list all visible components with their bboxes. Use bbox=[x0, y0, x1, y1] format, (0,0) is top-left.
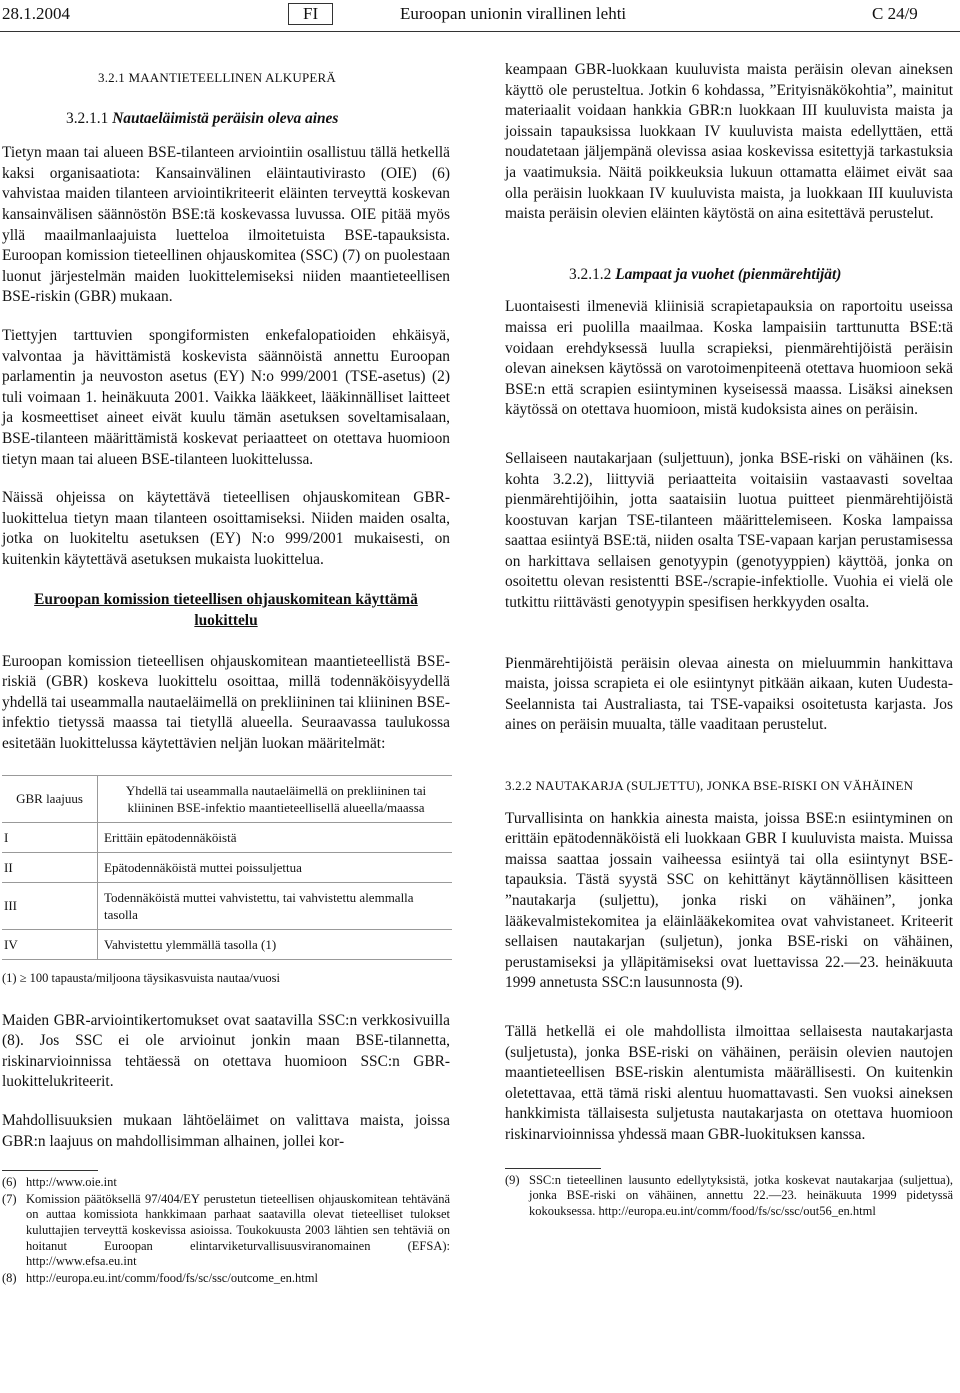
right-column bbox=[505, 60, 953, 1220]
paragraph: Sellaiseen nautakarjaan (suljettuun), jonka BSE-riski on vähäinen (ks. kohta 3.2.2), liittyviä periaatteita voitaisiin vastaavasti soveltaa pienmärehtijöihin, jotta saataisiin luotua puitteet pienmärehtijöistä koostuvan karjan TSE-tilanteen määrittelemiseen. Koska lampaissa saattaa esiintyä BSE:tä, niiden osalta TSE-vapaan karjan perustamisessa on harkittava sellaisen genotyypin (genotyyppien) käyttöä, jonka on osoitettu olevan resistentti BSE-/scrapie-infektiolle. Vuohia ei vielä ole tutkittu riittävästi genotyypin spesifisen herkkyyden osalta. bbox=[505, 449, 953, 612]
section-heading-3-2-1 bbox=[2, 68, 450, 89]
footnote-divider bbox=[2, 1170, 98, 1171]
section-heading-3-2-2 bbox=[505, 776, 953, 797]
footnote bbox=[2, 1271, 450, 1287]
page-header bbox=[0, 0, 960, 32]
paragraph: Pienmärehtijöistä peräisin olevaa ainesta on mieluummin hankittava maista, joissa scrapieta ei ole esiintynyt pitkään aikaan, kuten Uudesta-Seelannista tai Australiasta, tai TSE-vapaiksi osoitetusta karjasta. Jos aines on peräisin muualta, tälle vaaditaan perustelut. bbox=[505, 654, 953, 734]
gbr-level: III bbox=[2, 883, 98, 929]
table-row bbox=[2, 930, 452, 960]
gbr-table bbox=[2, 775, 452, 987]
paragraph: Tietyn maan tai alueen BSE-tilanteen arviointiin osallistuu tällä hetkellä kaksi organisaatiota: Kansainvälinen eläintautivirasto (OIE) (6) vahvistaa maiden tilanteen arviointikriteerit eläinten terveyttä koskevan kansainvälisen säännöstön BSE:tä koskevassa luvussa. OIE pitää myös yllä maailmanlaajuista luetteloa ilmoitetuista BSE-tapauksista. Euroopan komission tieteellinen ohjauskomitea (SSC) (7) on puolestaan luonut järjestelmän maiden luokittelemiseksi niiden maantieteellisen BSE-riskin (GBR) mukaan. bbox=[2, 144, 450, 306]
gbr-description: Erittäin epätodennäköistä bbox=[104, 829, 237, 845]
gbr-level: II bbox=[2, 853, 98, 882]
gbr-description: Vahvistettu ylemmällä tasolla (1) bbox=[104, 936, 277, 952]
gbr-col-header: Yhdellä tai useammalla nautaeläimellä on prekliininen tai kliininen BSE-infektio maantieteellisellä alueella/maassa bbox=[125, 782, 427, 815]
footnote-number: (8) bbox=[2, 1270, 17, 1285]
subsection-number: 3.2.1.2 bbox=[569, 265, 612, 283]
footnote-text: SSC:n tieteellinen lausunto edellytyksistä, jotka koskevat nautakarjaa (suljettua), jonka BSE-riski on vähäinen, annettu 22.—23. heinäkuuta 1999 pidetyssä kokouksessa. http://europa.eu.int/comm/food/fs/sc/ssc/out56_en.html bbox=[529, 1172, 953, 1218]
subsection-heading-3-2-1-2 bbox=[505, 265, 953, 286]
paragraph: Tällä hetkellä ei ole mahdollista ilmoittaa sellaisesta nautakarjasta (suljetusta), jonka BSE-riski on vähäinen, peräisin olevien nautojen maantieteellisen BSE-riskin alentumista määrällisesti. On kuitenkin oletettavaa, että tämä riski alentuu huomattavasti. Sen vuoksi aineksen hankkimista tällaisesta suljetusta nautakarjasta on otettava huomioon riskinarvioinnissa yhdessä maan GBR-luokituksen kanssa. bbox=[505, 1022, 953, 1143]
footnote-text: Komission päätöksellä 97/404/EY perustetun tieteellisen ohjauskomitean tehtävänä on auttaa komissiota hankkimaan parhaat saatavilla olevat tieteelliset tulokset kuluttajien terveyttä koskevissa asioissa. Toukokuusta 2003 lähtien sen tehtäviä on hoitanut Euroopan elintarviketurvallisuusviranomainen (EFSA): http://www.efsa.eu.int bbox=[26, 1191, 450, 1269]
table-row bbox=[2, 883, 452, 930]
footnote bbox=[505, 1173, 953, 1220]
subsection-title: Lampaat ja vuohet (pienmärehtijät) bbox=[615, 265, 842, 283]
paragraph: Maiden GBR-arviointikertomukset ovat saatavilla SSC:n verkkosivuilla (8). Jos SSC ei ole arvioinut jonkin maan BSE-tilannetta, riskinarvioinnissa tehtäessä on otettava huomioon SSC:n GBR-luokittelukriteerit. bbox=[2, 1011, 450, 1091]
table-note: (1) ≥ 100 tapausta/miljoona täysikasvuista nautaa/vuosi bbox=[2, 970, 280, 985]
table-row bbox=[2, 823, 452, 853]
footnote-number: (9) bbox=[505, 1172, 520, 1187]
footnote-divider bbox=[505, 1168, 601, 1169]
footnote-number: (6) bbox=[2, 1175, 17, 1190]
paragraph: Turvallisinta on hankkia ainesta maista, joissa BSE:n esiintyminen on erittäin epätodennäköistä eli luokkaan GBR I kuuluvista maista. Muissa maissa saattaa jossain vaiheessa esiintyä tai olla esiintynyt BSE-tapauksia. Tästä syystä SSC on kehittänyt käytännöllisen käsitteen ”nautakarja (suljettu), jonka riski on vähäinen”, jonka lääkevalmistekomitea ja eläinlääkekomitea ovat vahvistaneet. Kriteerit sellaisen nautakarjan (suljetun), jonka BSE-riski on vähäinen, perustamiseksi ja ylläpitämiseksi ovat luettavissa 22.—23. heinäkuuta 1999 annetusta SSC:n lausunnosta (9). bbox=[505, 809, 953, 992]
paragraph: Näissä ohjeissa on käytettävä tieteellisen ohjauskomitean GBR-luokittelua tietyn maan tilanteen osoittamiseksi. Niiden maiden osalta, jotka on luokiteltu asetuksen (EY) N:o 999/2001 mukaisesti, on kuitenkin käytettävä asetuksen mukaista luokittelua. bbox=[2, 489, 450, 568]
header-divider bbox=[0, 31, 960, 32]
footnote bbox=[2, 1175, 450, 1191]
section-heading-text: 3.2.2 NAUTAKARJA (SULJETTU), JONKA BSE-RISKI ON VÄHÄINEN bbox=[505, 778, 914, 794]
subsection-title: Nautaeläimistä peräisin oleva aines bbox=[112, 109, 339, 127]
journal-title: Euroopan unionin virallinen lehti bbox=[400, 4, 627, 23]
gbr-table-header-row bbox=[2, 775, 452, 823]
footnote-text[interactable]: http://europa.eu.int/comm/food/fs/sc/ssc/outcome_en.html bbox=[26, 1270, 318, 1285]
header-date: 28.1.2004 bbox=[2, 4, 70, 23]
table-row bbox=[2, 853, 452, 883]
gbr-description: Epätodennäköistä muttei poissuljettua bbox=[104, 859, 302, 875]
paragraph: Luontaisesti ilmeneviä kliinisiä scrapietapauksia on raportoitu useissa maissa eri puolilla maailmaa. Koska lampaisiin tarttunutta BSE:tä voidaan erehdyksessä luulla scrapieksi, pienmärehtijöistä peräisin olevan aineksen käytössä on varotoimenpiteenä otettava huomioon sekä BSE:n että scrapien esiintyminen kyseisessä maassa. Lisäksi aineksen käytössä on otettava huomioon, mistä kudoksista aines on peräisin. bbox=[505, 298, 953, 419]
footnote bbox=[2, 1192, 450, 1270]
gbr-description: Todennäköistä muttei vahvistettu, tai vahvistettu alemmalla tasolla bbox=[104, 889, 414, 922]
subsection-number: 3.2.1.1 bbox=[66, 109, 109, 127]
issue-number: C 24/9 bbox=[872, 4, 918, 23]
footnote-text[interactable]: http://www.oie.int bbox=[26, 1175, 117, 1190]
subsection-heading-3-2-1-1 bbox=[2, 109, 450, 130]
language-code-box: FI bbox=[288, 3, 333, 25]
footnote-number: (7) bbox=[2, 1191, 17, 1206]
paragraph: keampaan GBR-luokkaan kuuluvista maista peräisin olevan aineksen käyttö ole perusteltua. Jotkin 6 kohdassa, ”Erityisnäkökohtia”, mainitut materiaalit voidaan hankkia GBR:n luokkaan III kuuluvista maista ja joissain tapauksissa luokkaan IV kuuluvista maista edellyttäen, että noudatetaan jäljempänä olevissa asiaa koskevissa esitettyjä tarkastuksia ja vaatimuksia. Näitä poikkeuksia lukuun ottamatta eläimet eivät saa olla peräisin luokkaan IV kuuluvista maista, ja luokkaan III kuuluvista maista peräisin olevien eläinten käytöstä on aina esitettävä perustelut. bbox=[505, 61, 953, 223]
paragraph: Euroopan komission tieteellisen ohjauskomitean maantieteellistä BSE-riskiä (GBR) koskeva luokittelu osoittaa, millä todennäköisyydellä yhdellä tai useammalla nautaeläimellä on prekliininen tai kliininen BSE-infektio tietyssä maassa tai tietyllä alueella. Seuraavassa taulukossa esitetään luokittelussa käytettävien neljän luokan määritelmät: bbox=[2, 652, 450, 753]
gbr-level: I bbox=[2, 823, 98, 852]
gbr-col-header: GBR laajuus bbox=[2, 776, 98, 822]
section-heading-text: 3.2.1 MAANTIETEELLINEN ALKUPERÄ bbox=[98, 70, 337, 85]
centered-heading: Euroopan komission tieteellisen ohjauskomitean käyttämä luokittelu bbox=[34, 591, 418, 630]
paragraph: Tiettyjen tarttuvien spongiformisten enkefalopatioiden ehkäisyä, valvontaa ja hävittämistä koskevista säännöistä annettu Euroopan parlamentin ja neuvoston asetus (EY) N:o 999/2001 (TSE-asetus) (2) tuli voimaan 1. heinäkuuta 2001. Vaikka lääkkeet, lääkinnälliset laitteet ja kosmeettiset aineet eivät kuulu tämän asetuksen soveltamisalaan, BSE-tilanteen määrittämistä koskevat periaatteet on otettava huomioon tietyn maan tai alueen BSE-tilanteen luokittelussa. bbox=[2, 326, 450, 468]
left-column bbox=[2, 60, 450, 1287]
paragraph: Mahdollisuuksien mukaan lähtöeläimet on valittava maista, joissa GBR:n laajuus on mahdollisimman alhainen, jollei kor- bbox=[2, 1112, 450, 1150]
gbr-level: IV bbox=[2, 930, 98, 959]
